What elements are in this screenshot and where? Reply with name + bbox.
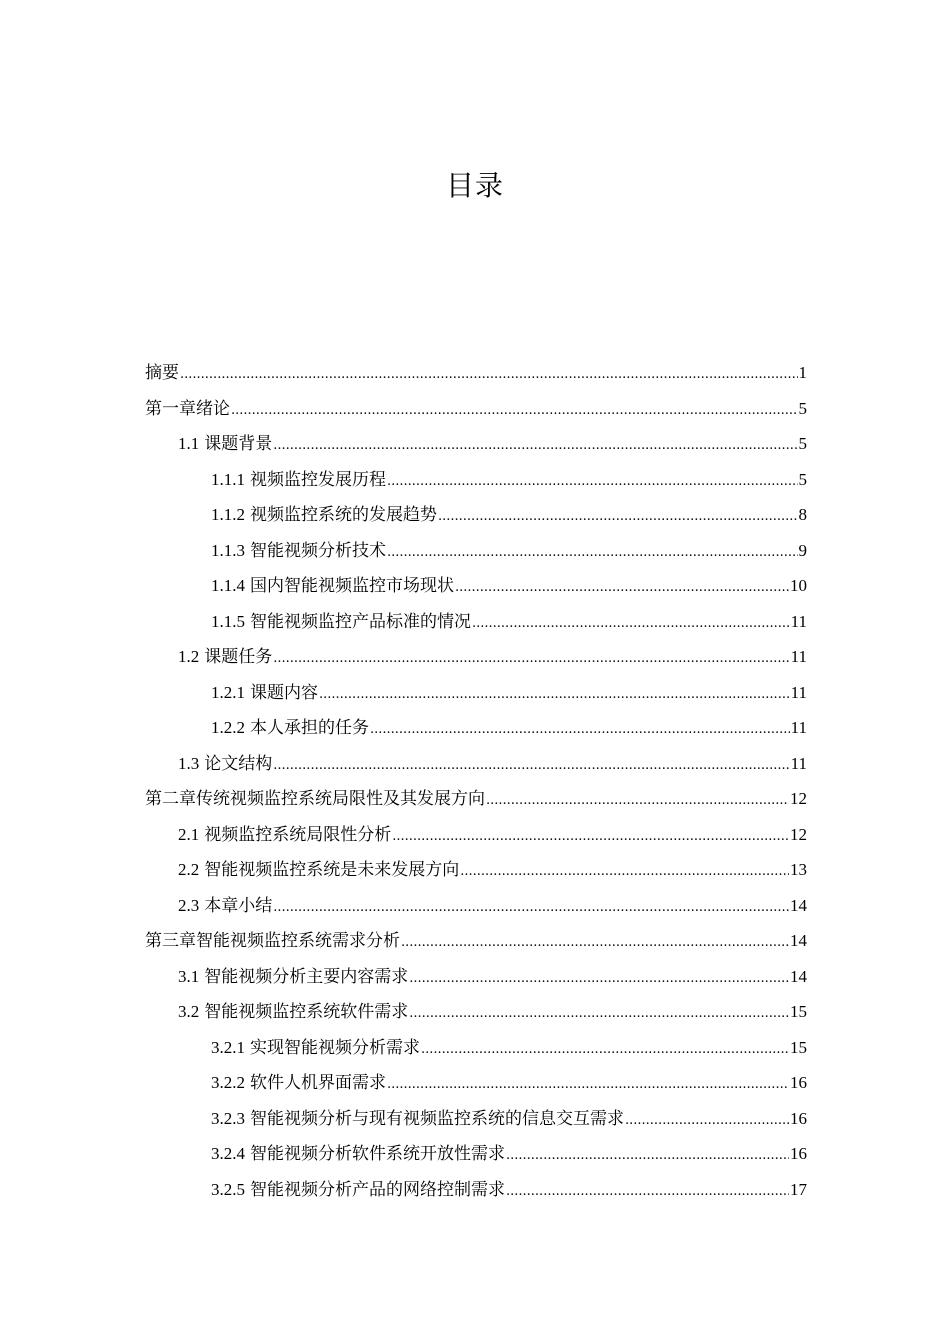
toc-leader [370, 712, 790, 748]
toc-entry-number: 2.1 [178, 824, 200, 844]
toc-leader [392, 819, 789, 855]
toc-entry[interactable] [145, 710, 807, 746]
toc-entry[interactable] [145, 462, 807, 498]
toc-entry-title: 第三章智能视频监控系统需求分析 [145, 931, 400, 951]
toc-entry[interactable] [145, 1101, 807, 1137]
toc-entry-number: 2.2 [178, 860, 200, 879]
toc-leader [421, 1032, 789, 1068]
toc-entry-title: 课题内容 [250, 682, 318, 703]
toc-leader [409, 961, 789, 997]
toc-entry[interactable] [145, 675, 807, 711]
toc-entry-number: 1.1 [178, 434, 200, 453]
toc-entry-page: 11 [790, 718, 807, 737]
toc-entry-title: 第一章绪论 [145, 398, 230, 419]
toc-entry-page: 5 [798, 398, 807, 418]
toc-leader [401, 925, 789, 961]
toc-entry-title: 课题任务 [204, 647, 273, 667]
toc-entry-title: 本章小结 [204, 895, 273, 916]
toc-leader [273, 428, 797, 464]
toc-entry[interactable] [145, 994, 807, 1030]
toc-leader [231, 393, 798, 429]
toc-entry[interactable] [145, 1030, 807, 1066]
toc-entry[interactable] [145, 817, 807, 853]
toc-entry-number: 2.3 [178, 895, 200, 915]
toc-leader [319, 677, 790, 713]
toc-entry-title: 智能视频监控产品标准的情况 [250, 611, 471, 632]
toc-entry[interactable] [145, 852, 807, 888]
toc-entry-title: 国内智能视频监控市场现状 [250, 576, 454, 596]
toc-entry[interactable] [145, 888, 807, 924]
toc-entry[interactable] [145, 568, 807, 604]
toc-leader [472, 606, 790, 642]
toc-entry-page: 8 [798, 505, 807, 524]
toc-entry[interactable] [145, 391, 807, 427]
toc-entry[interactable] [145, 497, 807, 533]
toc-entry[interactable] [145, 781, 807, 817]
toc-entry-title: 第二章传统视频监控系统局限性及其发展方向 [145, 789, 485, 809]
toc-entry[interactable] [145, 1136, 807, 1172]
toc-entry[interactable] [145, 604, 807, 640]
toc-entry[interactable] [145, 639, 807, 675]
toc-entry-title: 视频监控系统的发展趋势 [250, 505, 437, 525]
toc-entry-title: 智能视频分析技术 [250, 540, 386, 561]
toc-entry-title: 本人承担的任务 [250, 718, 369, 738]
toc-entry-page: 11 [790, 611, 807, 631]
toc-entry[interactable] [145, 923, 807, 959]
toc-leader [273, 748, 789, 784]
toc-leader [625, 1103, 789, 1139]
toc-entry-title: 实现智能视频分析需求 [250, 1037, 420, 1058]
toc-leader [180, 357, 798, 393]
toc-entry-page: 17 [790, 1179, 807, 1199]
toc-entry-page: 15 [790, 1002, 807, 1021]
toc-entry-page: 10 [790, 576, 807, 595]
toc-leader [409, 996, 789, 1032]
toc-entry[interactable] [145, 959, 807, 995]
toc-entry-number: 1.3 [178, 753, 200, 773]
toc-entry-title: 智能视频监控系统是未来发展方向 [204, 860, 460, 880]
toc-entry-number: 3.2.2 [211, 1073, 245, 1092]
toc-entry-page: 12 [790, 789, 807, 808]
toc-entry-page: 11 [790, 682, 807, 702]
toc-entry-number: 1.1.5 [211, 611, 245, 631]
toc-entry-title: 摘要 [145, 363, 179, 383]
toc-entry-page: 11 [790, 753, 807, 773]
toc-entry-number: 1.2.2 [211, 718, 245, 737]
toc-entry-number: 3.2.3 [211, 1108, 245, 1128]
toc-entry-title: 智能视频分析与现有视频监控系统的信息交互需求 [250, 1108, 624, 1129]
toc-leader [273, 890, 789, 926]
toc-entry-title: 软件人机界面需求 [250, 1073, 386, 1093]
toc-entry-title: 智能视频分析产品的网络控制需求 [250, 1179, 505, 1200]
toc-entry-page: 16 [790, 1144, 807, 1163]
toc-entry-number: 1.1.4 [211, 576, 245, 595]
toc-entry-page: 9 [798, 540, 807, 560]
toc-entry-page: 16 [790, 1073, 807, 1092]
toc-entry-page: 13 [790, 860, 807, 879]
toc-leader [486, 783, 789, 819]
toc-entry-page: 5 [798, 434, 807, 453]
toc-entry-page: 15 [790, 1037, 807, 1057]
toc-entry-title: 智能视频分析主要内容需求 [204, 966, 409, 987]
toc-entry[interactable] [145, 533, 807, 569]
toc-entry-title: 课题背景 [204, 434, 273, 454]
toc-entry-page: 14 [790, 895, 807, 915]
toc-leader [506, 1138, 789, 1174]
toc-entry-page: 11 [790, 647, 807, 666]
toc-entry-title: 智能视频监控系统软件需求 [204, 1002, 409, 1022]
toc-leader [387, 464, 798, 500]
toc-leader [387, 1067, 789, 1103]
toc-entry-number: 3.2.1 [211, 1037, 245, 1057]
toc-entry-number: 1.1.3 [211, 540, 245, 560]
toc-entry-page: 14 [790, 966, 807, 986]
toc-leader [438, 499, 798, 535]
toc-leader [387, 535, 798, 571]
toc-entry[interactable] [145, 1065, 807, 1101]
toc-entry-title: 视频监控系统局限性分析 [204, 824, 392, 845]
toc-entry-page: 1 [798, 363, 807, 382]
toc-leader [506, 1174, 789, 1210]
toc-entry[interactable] [145, 355, 807, 391]
toc-entry[interactable] [145, 426, 807, 462]
toc-entry-number: 3.2.5 [211, 1179, 245, 1199]
toc-entry-page: 5 [798, 469, 807, 489]
toc-entry-number: 3.2 [178, 1002, 200, 1021]
toc-entry-number: 1.1.1 [211, 469, 245, 489]
toc-entry[interactable] [145, 746, 807, 782]
toc-leader [460, 854, 789, 890]
table-of-contents [145, 355, 807, 1207]
toc-entry-page: 12 [790, 824, 807, 844]
toc-entry-page: 14 [790, 931, 807, 950]
toc-entry-page: 16 [790, 1108, 807, 1128]
toc-entry[interactable] [145, 1172, 807, 1208]
toc-leader [455, 570, 789, 606]
toc-leader [273, 641, 789, 677]
toc-entry-number: 3.2.4 [211, 1144, 245, 1163]
toc-entry-number: 1.1.2 [211, 505, 245, 524]
toc-entry-title: 视频监控发展历程 [250, 469, 386, 490]
toc-entry-title: 智能视频分析软件系统开放性需求 [250, 1144, 505, 1164]
toc-entry-number: 1.2 [178, 647, 200, 666]
toc-entry-number: 1.2.1 [211, 682, 245, 702]
page-title: 目录 [445, 169, 504, 202]
toc-entry-number: 3.1 [178, 966, 200, 986]
toc-entry-title: 论文结构 [204, 753, 273, 774]
